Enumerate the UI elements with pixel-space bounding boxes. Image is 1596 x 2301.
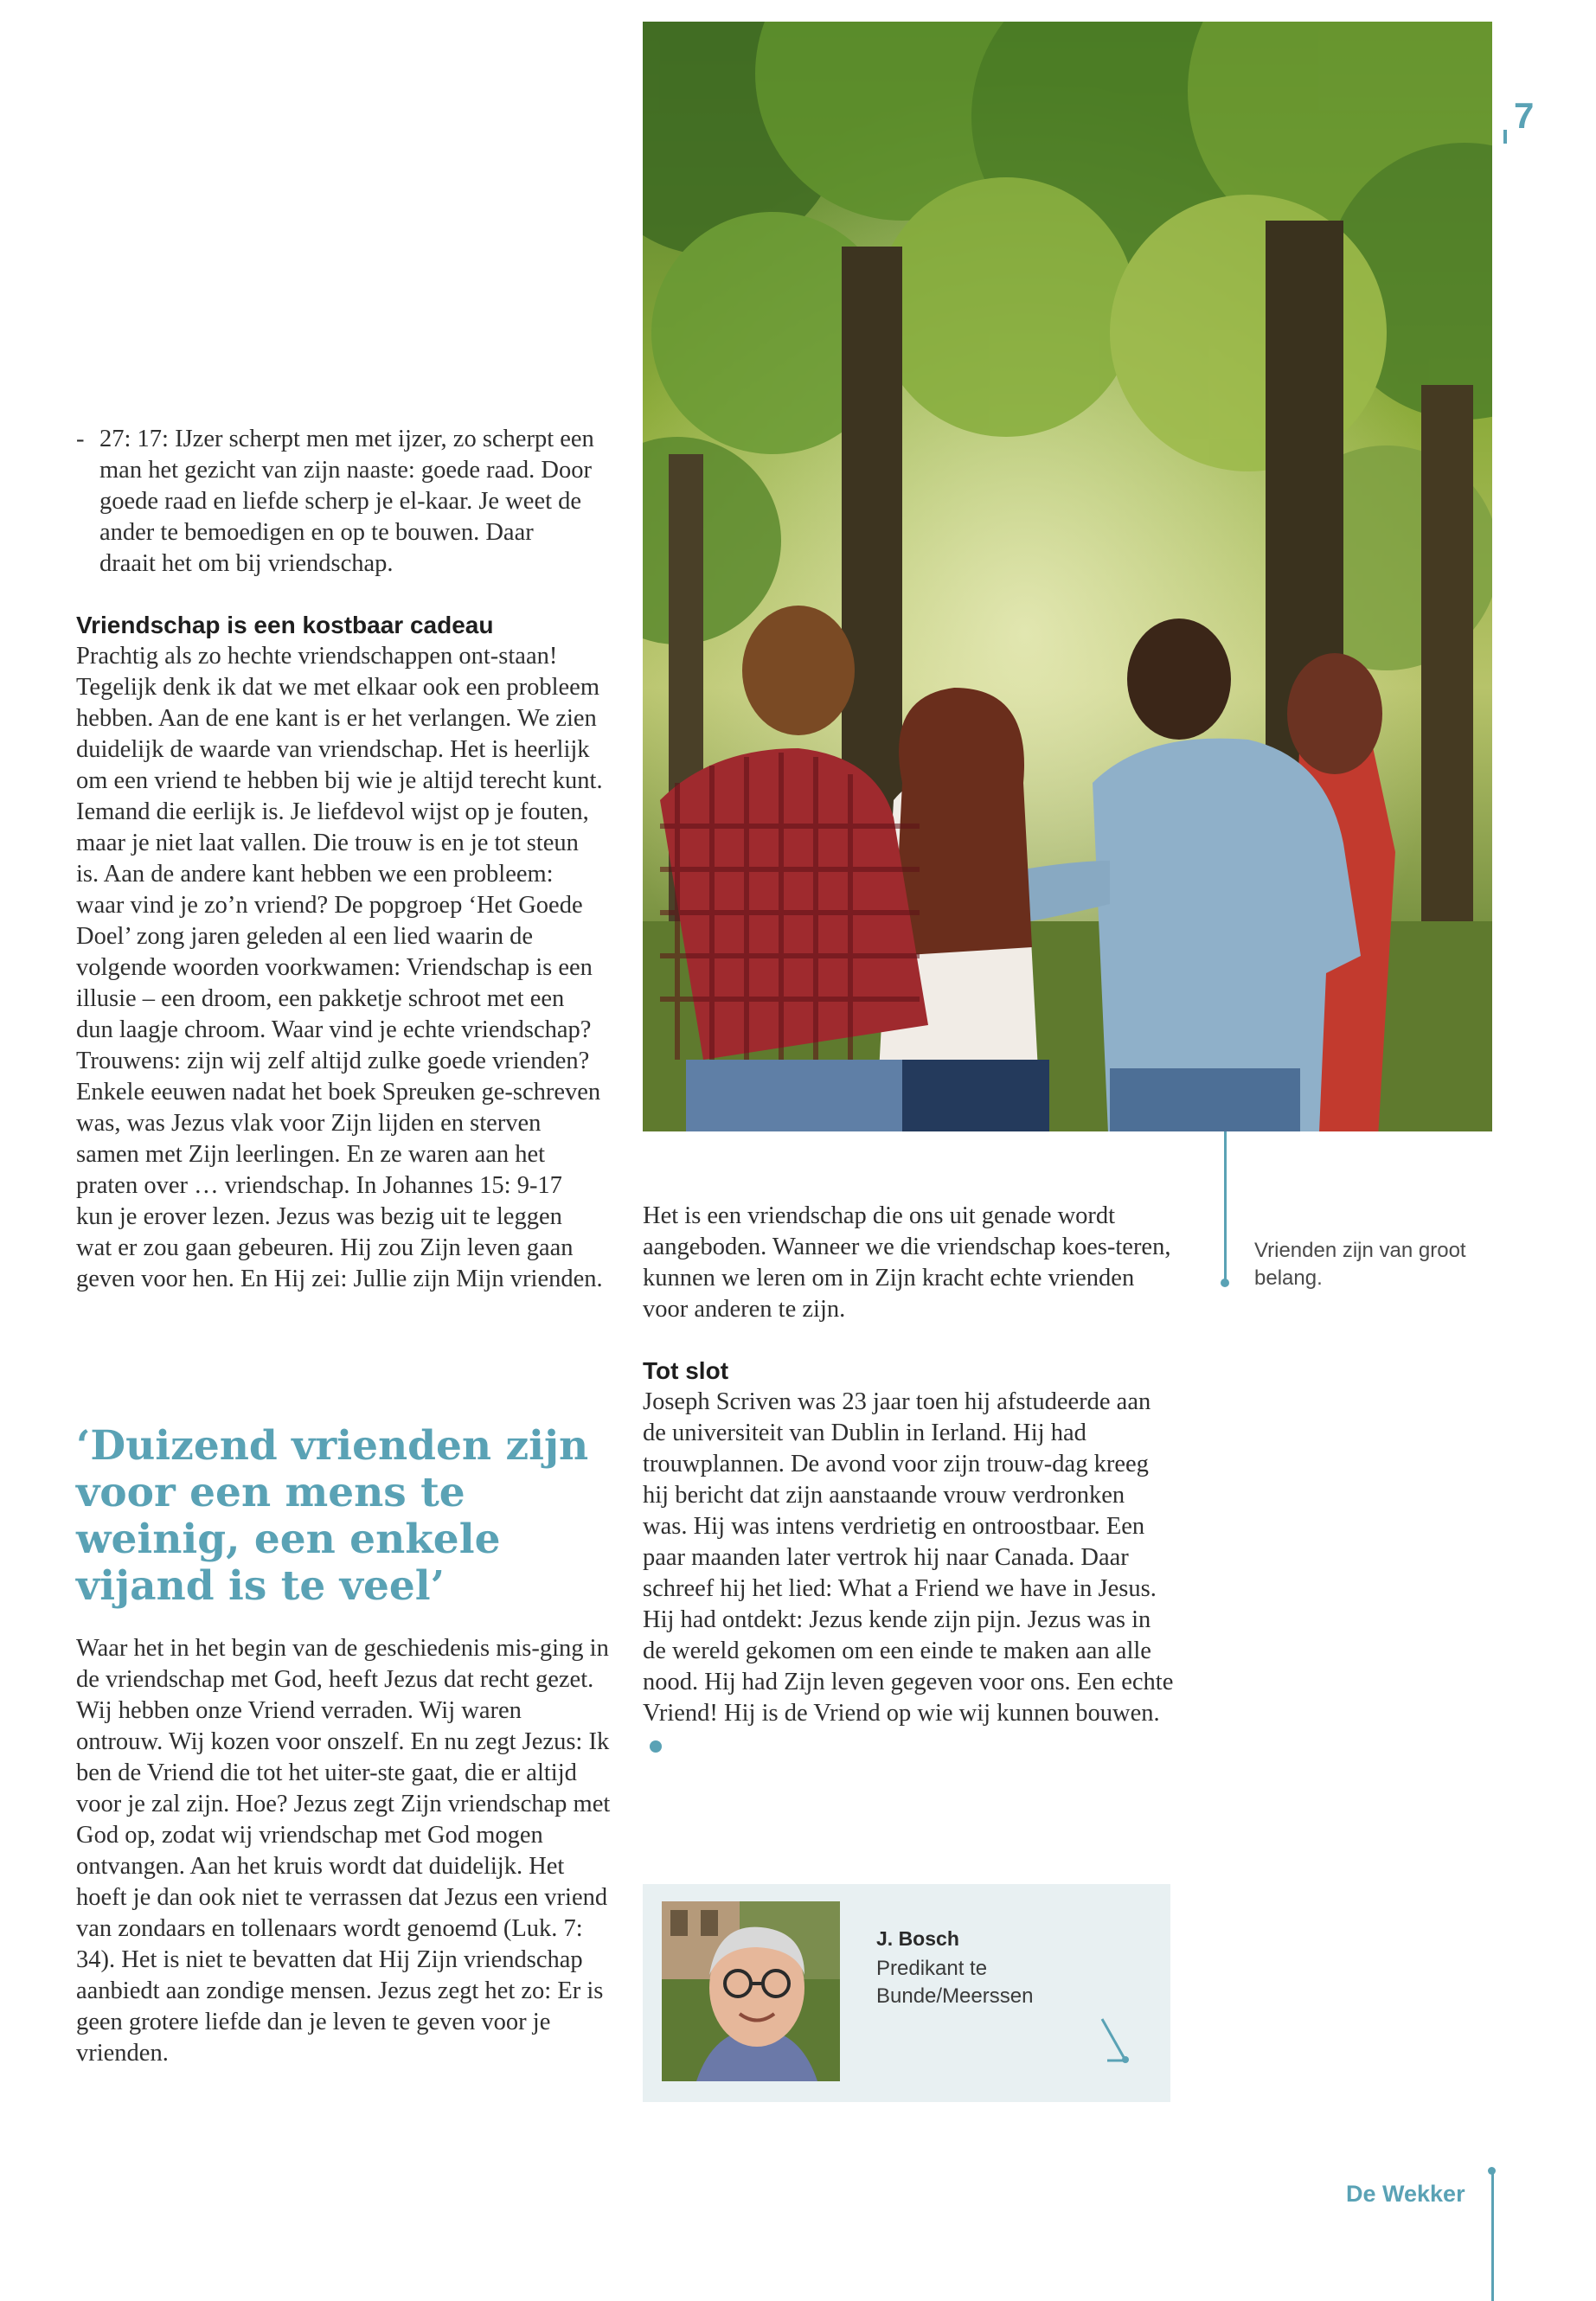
- paragraph-tot-slot-text: Joseph Scriven was 23 jaar toen hij afstudeerde aan de universiteit van Dublin in Ierland. Hij had trouwplannen. De avond voor zijn trouw-dag kreeg hij bericht dat zijn aanstaande vrouw verdronken was. Hij was intens verdrietig en ontroostbaar. Een paar maanden later vertrok hij naar Canada. Daar schreef hij het lied: What a Friend we have in Jesus. Hij had ontdekt: Jezus kende zijn pijn. Jezus was in de wereld gekomen om een einde te maken aan alle nood. Hij had Zijn leven gegeven voor ons. Een echte Vriend! Hij is de Vriend op wie wij kunnen bouwen.: [643, 1388, 1174, 1727]
- author-role: Predikant te Bunde/Meerssen: [876, 1957, 1034, 2008]
- friends-photo: [643, 22, 1492, 1131]
- paragraph-cadeau: Prachtig als zo hechte vriendschappen ont-staan! Tegelijk denk ik dat we met elkaar ook een probleem hebben. Aan de ene kant is er het verlangen. We zien duidelijk de waarde van vriendschap. Het is heerlijk om een vriend te hebben bij wie je altijd terecht kunt. Iemand die eerlijk is. Je liefdevol wijst op je fouten, maar je niet laat vallen. Die trouw is en je tot steun is. Aan de andere kant hebben we een probleem: waar vind je zo’n vriend? De popgroep ‘Het Goede Doel’ zong jaren geleden al een lied waarin de volgende woorden voorkwamen: Vriendschap is een illusie – een droom, een pakketje schroot met een dun laagje chroom. Waar vind je echte vriendschap? Trouwens: zijn wij zelf altijd zulke goede vrienden? Enkele eeuwen nadat het boek Spreuken ge-schreven was, was Jezus vlak voor Zijn lijden en sterven samen met Zijn leerlingen. En ze waren aan het praten over … vriendschap. In Johannes 15: 9-17 kun je erover lezen. Jezus was bezig uit te leggen wat er zou gaan gebeuren. Hij zou Zijn leven gaan geven voor hen. En Hij zei: Jullie zijn Mijn vrienden.: [76, 643, 603, 1292]
- end-of-article-dot: [650, 1740, 662, 1753]
- paragraph-geschiedenis: Waar het in het begin van de geschiedenis mis-ging in de vriendschap met God, heeft Jezus dat recht gezet. Wij hebben onze Vriend verraden. Wij waren ontrouw. Wij kozen voor onszelf. En nu zegt Jezus: Ik ben de Vriend die tot het uiter-ste gaat, die er altijd voor je zal zijn. Hoe? Jezus zegt Zijn vriendschap met God op, zodat wij vriendschap met God mogen ontvangen. Aan het kruis wordt dat duidelijk. Het hoeft je dan ook niet te verrassen dat Jezus een vriend van zondaars en tollenaars wordt genoemd (Luk. 7: 34). Het is niet te bevatten dat Hij Zijn vriendschap aanbiedt aan zondige mensen. Jezus zegt het zo: Er is geen grotere liefde dan je leven te geven voor je vrienden.: [76, 1635, 611, 2067]
- author-photo: [662, 1901, 840, 2081]
- magazine-name: De Wekker: [1346, 2181, 1465, 2207]
- caption-line: [1224, 1131, 1227, 1283]
- page-number-marker: [1503, 130, 1507, 144]
- page-number: 7: [1514, 95, 1535, 136]
- footer-dot: [1488, 2167, 1496, 2175]
- section-heading-tot-slot: Tot slot: [643, 1357, 729, 1384]
- bullet-text: 27: 17: IJzer scherpt men met ijzer, zo scherpt een man het gezicht van zijn naaste: goede raad. Door goede raad en liefde scherp je el-kaar. Je weet de ander te bemoedigen en op te bouwen. Daar draait het om bij vriendschap.: [99, 426, 594, 577]
- caption-dot: [1221, 1279, 1229, 1287]
- paragraph-tot-slot: [643, 1387, 1175, 1760]
- arrow-icon: [1099, 2016, 1133, 2067]
- photo-caption: Vrienden zijn van groot belang.: [1254, 1239, 1466, 1290]
- paragraph-genade: Het is een vriendschap die ons uit genade wordt aangeboden. Wanneer we die vriendschap koes-teren, kunnen we leren om in Zijn kracht echte vrienden voor anderen te zijn.: [643, 1202, 1171, 1323]
- pull-quote: ‘Duizend vrienden zijn voor een mens te weinig, een enkele vijand is te veel’: [76, 1422, 589, 1610]
- author-name: J. Bosch: [876, 1927, 959, 1950]
- footer-line: [1491, 2170, 1494, 2301]
- bullet-item: [76, 424, 595, 580]
- section-heading-cadeau: Vriendschap is een kostbaar cadeau: [76, 612, 494, 638]
- bullet-dash: -: [76, 426, 85, 452]
